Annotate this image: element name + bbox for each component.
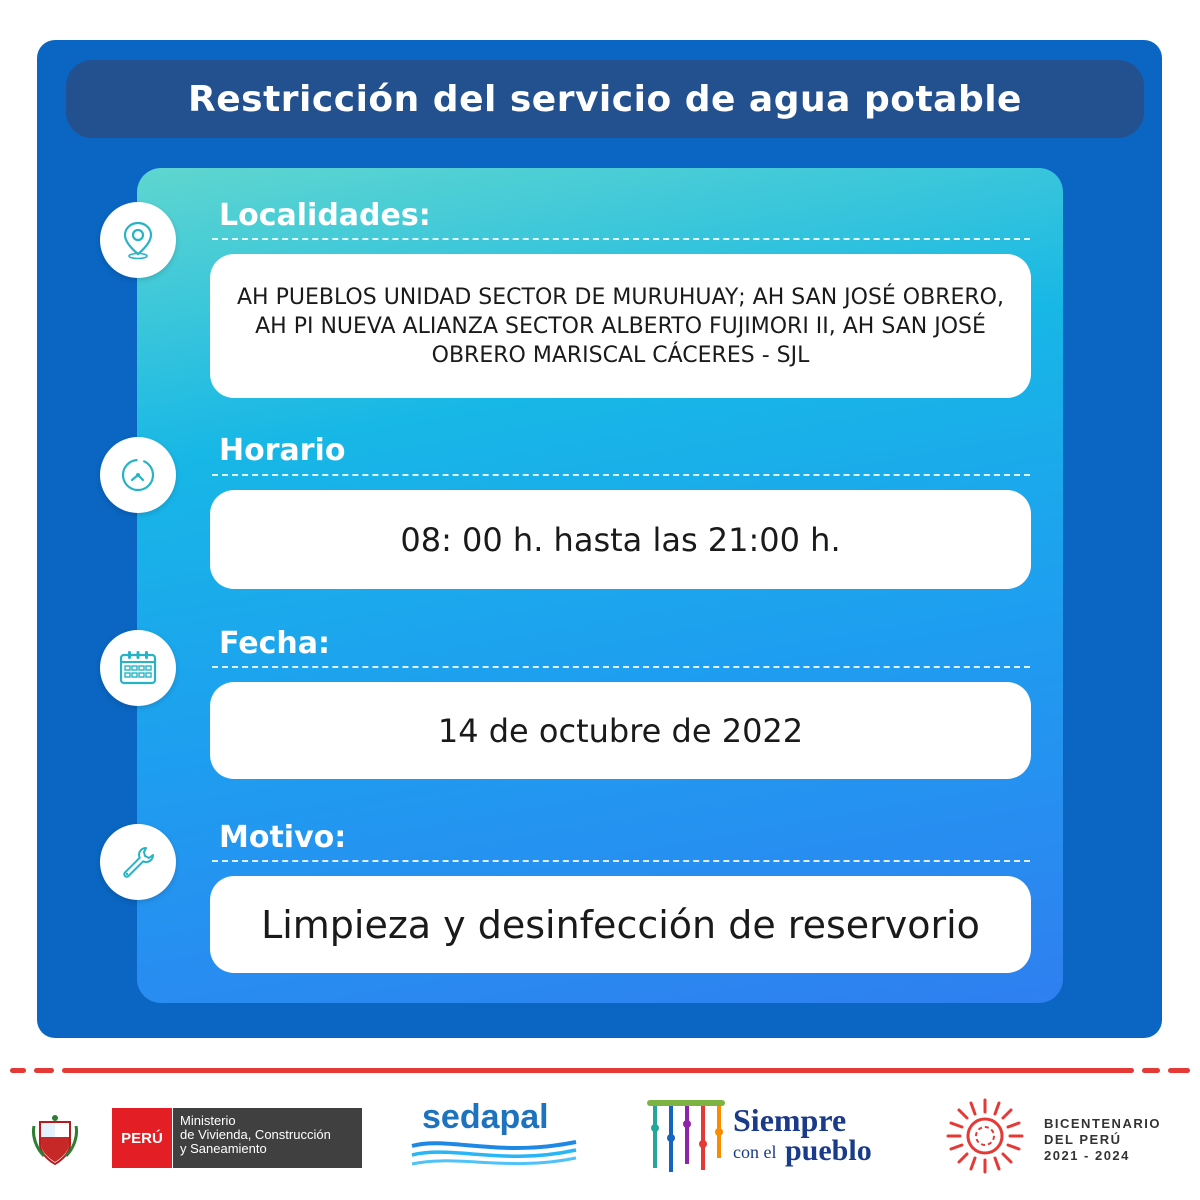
bicentenario-logo	[944, 1096, 1174, 1176]
water-waves-icon	[408, 1136, 580, 1170]
divider	[212, 860, 1030, 862]
ministerio-line-3: y Saneamiento	[180, 1141, 267, 1156]
clock-icon	[100, 437, 176, 513]
fecha-label: Fecha:	[219, 626, 331, 661]
peru-label: PERÚ	[121, 1129, 163, 1147]
sedapal-logo	[408, 1098, 580, 1174]
peru-shield-icon	[30, 1112, 80, 1168]
divider	[212, 474, 1030, 476]
divider	[212, 666, 1030, 668]
pueblo-text: pueblo	[785, 1134, 872, 1167]
siempre-con-el-pueblo-logo	[645, 1096, 885, 1176]
motivo-value: Limpieza y desinfección de reservorio	[210, 876, 1031, 973]
con-el-text: con el	[733, 1142, 777, 1162]
siempre-text: Siempre	[733, 1102, 847, 1138]
wrench-icon	[100, 824, 176, 900]
knot-strings-icon	[645, 1098, 727, 1174]
bicentenario-sunburst-icon	[944, 1096, 1026, 1176]
horario-label: Horario	[219, 433, 346, 468]
bicentenario-line-1: BICENTENARIO	[1044, 1116, 1161, 1131]
bicentenario-line-3: 2021 - 2024	[1044, 1148, 1130, 1163]
horario-value: 08: 00 h. hasta las 21:00 h.	[210, 490, 1031, 589]
ministerio-line-1: Ministerio	[180, 1113, 236, 1128]
ministerio-logo	[30, 1108, 332, 1168]
sedapal-wordmark: sedapal	[422, 1098, 549, 1136]
title-bar	[66, 60, 1144, 138]
divider	[212, 238, 1030, 240]
motivo-label: Motivo:	[219, 820, 347, 855]
page-title: Restricción del servicio de agua potable	[188, 78, 1022, 120]
location-pin-icon	[100, 202, 176, 278]
localidades-label: Localidades:	[219, 198, 431, 233]
bicentenario-line-2: DEL PERÚ	[1044, 1132, 1122, 1147]
fecha-value: 14 de octubre de 2022	[210, 682, 1031, 779]
localidades-value: AH PUEBLOS UNIDAD SECTOR DE MURUHUAY; AH SAN JOSÉ OBRERO, AH PI NUEVA ALIANZA SECTOR ALBERTO FUJIMORI II, AH SAN JOSÉ OBRERO MARISCAL CÁCERES - SJL	[210, 254, 1031, 398]
calendar-icon	[100, 630, 176, 706]
ministerio-line-2: de Vivienda, Construcción	[180, 1127, 331, 1142]
